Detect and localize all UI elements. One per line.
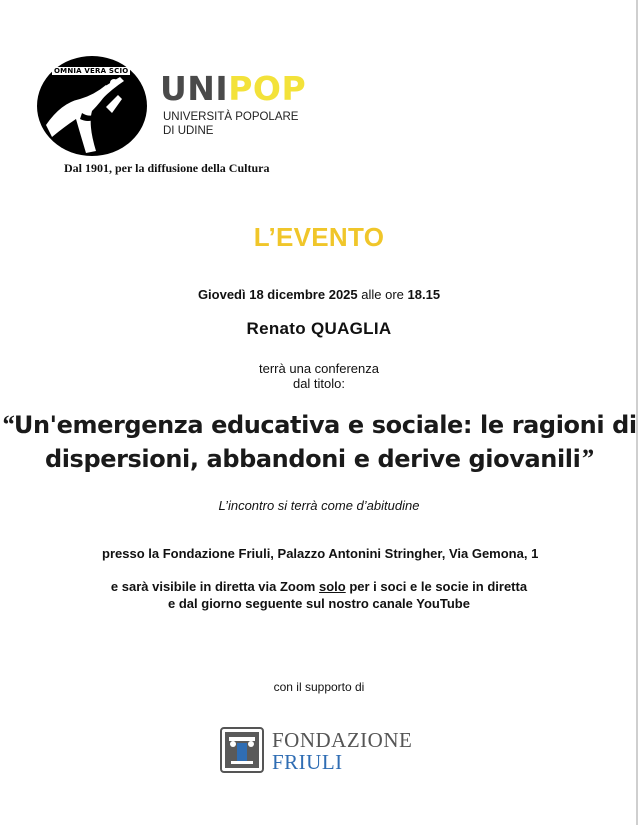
- university-name: UNIVERSITÀ POPOLARE DI UDINE: [163, 111, 299, 137]
- close-quote: ”: [580, 444, 594, 473]
- event-date: [0, 287, 638, 302]
- event-day: Giovedì 18 dicembre 2025: [197, 287, 358, 302]
- stream-text-a: e sarà visibile in diretta via Zoom: [110, 579, 319, 594]
- open-quote: “: [1, 410, 14, 439]
- friuli-name: FRIULI: [272, 750, 343, 774]
- venue-address: presso la Fondazione Friuli, Palazzo Antonini Stringher, Via Gemona, 1: [102, 546, 539, 561]
- usual-venue-note: L’incontro si terrà come d’abitudine: [218, 498, 420, 513]
- streaming-info: [0, 578, 638, 612]
- event-time: 18.15: [407, 287, 441, 302]
- talk-line-2-text: dispersioni, abbandoni e derive giovanili: [44, 445, 581, 473]
- support-text: con il supporto di: [273, 680, 365, 694]
- wordmark-uni: UNI: [160, 69, 229, 108]
- fondazione-column-icon: [220, 727, 264, 773]
- streaming-line-2: e dal giorno seguente sul nostro canale YouTube: [168, 596, 470, 611]
- unipop-wordmark: [160, 69, 307, 108]
- wordmark-pop: POP: [228, 69, 307, 108]
- intro-text: terrà una conferenza dal titolo:: [259, 361, 379, 391]
- event-heading: L’EVENTO: [253, 222, 385, 252]
- stream-text-b: per i soci e le socie in diretta: [345, 579, 528, 594]
- talk-title-line-2: [0, 442, 638, 476]
- logo-motto: OMNIA VERA SCIO: [54, 67, 129, 75]
- tagline: Dal 1901, per la diffusione della Cultura: [64, 161, 270, 175]
- streaming-line-1: [0, 578, 638, 595]
- talk-title-line-1: [0, 408, 638, 442]
- speaker-name: Renato QUAGLIA: [246, 319, 392, 338]
- talk-line-1-text: Un'emergenza educativa e sociale: le ragioni di: [13, 411, 637, 439]
- talk-title: [0, 408, 638, 476]
- fondazione-name: FONDAZIONE: [272, 728, 413, 752]
- stream-solo: solo: [318, 579, 346, 594]
- fondazione-friuli-logo: [220, 727, 420, 775]
- time-prefix: alle ore: [357, 287, 408, 302]
